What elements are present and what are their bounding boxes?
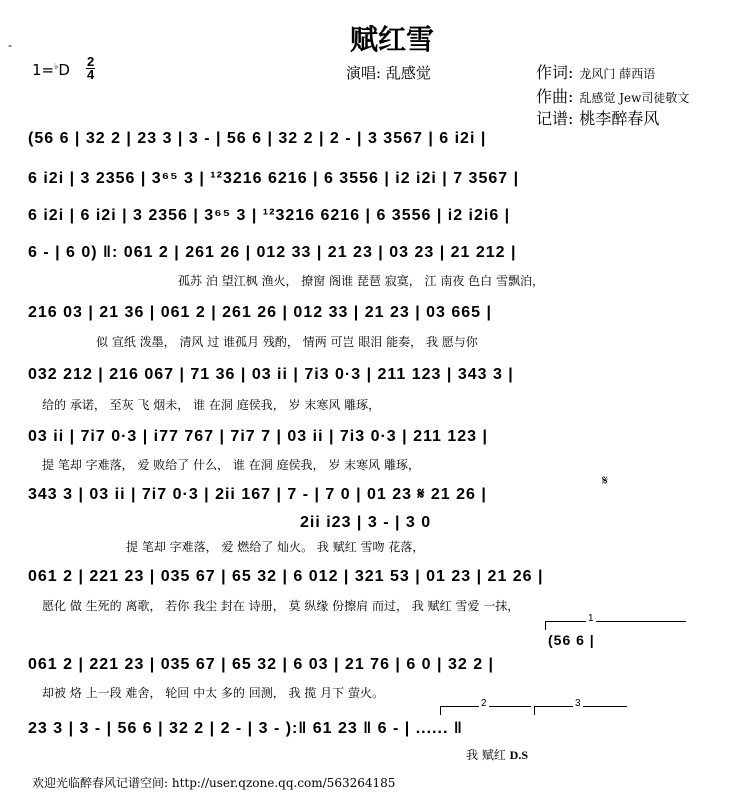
volta-1-notes: (56 6 | — [548, 632, 595, 648]
lyricist-label: 作词: — [536, 63, 574, 82]
score-row-7: 03 ii | 7i7 0·3 | i77 767 | 7i7 7 | 03 ii | 7i3 0·3 | 211 123 | — [28, 428, 488, 445]
segno-icon: 𝄋 — [602, 472, 609, 488]
lyrics-row-5: 似 宣纸 泼墨， 清风 过 谁孤月 残酌， 情两 可岂 眼泪 能奏， 我 愿与你 — [96, 335, 478, 349]
score-row-3: 6 i2i | 6 i2i | 3 2356 | 3⁶⁵ 3 | ¹²3216 6216 | 6 3556 | i2 i2i6 | — [28, 207, 511, 224]
score-row-11: 23 3 | 3 - | 56 6 | 32 2 | 2 - | 3 - ):‖ 61 23 ‖ 6 - | ...... ‖ — [28, 720, 463, 737]
time-signature — [86, 56, 95, 81]
harmony-row-8: 2ii i23 | 3 - | 3 0 — [300, 514, 432, 531]
time-sig-top: 2 — [87, 54, 95, 69]
lyrics-row-4: 孤苏 泊 望江枫 渔火， 撩窗 阁谁 琵琶 寂寞， 江 南夜 色白 雪飘泊， — [178, 274, 544, 288]
score-row-10: 061 2 | 221 23 | 035 67 | 65 32 | 6 03 | 21 76 | 6 0 | 32 2 | — [28, 656, 495, 673]
transcriber-name: 桃李醉春风 — [579, 109, 660, 128]
score-row-2: 6 i2i | 3 2356 | 3⁶⁵ 3 | ¹²3216 6216 | 6 3556 | i2 i2i | 7 3567 | — [28, 170, 520, 187]
lyrics-row-7: 提 笔却 字难落， 爱 败给了 什么， 谁 在洞 庭侯我， 岁 末寒风 雕琢， — [42, 458, 420, 472]
composer-credit — [536, 84, 689, 107]
lyricist-credit — [536, 60, 655, 83]
score-row-4: 6 - | 6 0) ‖: 061 2 | 261 26 | 012 33 | 21 23 | 03 23 | 21 212 | — [28, 244, 517, 261]
lyrics-row-11 — [466, 746, 528, 763]
lyrics-row-11-text: 我 赋红 — [466, 748, 506, 762]
lyricist-name: 龙风门 薛西语 — [579, 67, 656, 81]
score-row-9: 061 2 | 221 23 | 035 67 | 65 32 | 6 012 | 321 53 | 01 23 | 21 26 | — [28, 568, 544, 585]
volta-2-label: 2 — [481, 698, 487, 709]
singer-credit: 演唱: 乱感觉 — [346, 64, 431, 82]
key-signature — [32, 61, 70, 79]
volta-1-bracket — [545, 613, 686, 630]
footer-credit: 欢迎光临醉春风记谱空间: http://user.qzone.qq.com/563264185 — [32, 776, 396, 790]
transcriber-credit — [536, 106, 659, 129]
lyrics-row-9: 愿化 做 生死的 离歌， 若你 我尘 封在 诗册， 莫 纵缘 份擦肩 而过， 我 赋红 雪爱 一抹， — [42, 599, 520, 613]
composer-name: 乱感觉 Jew司徒敬文 — [579, 91, 690, 105]
score-row-8: 343 3 | 03 ii | 7i7 0·3 | 2ii 167 | 7 - | 7 0 | 01 23 𝄋 21 26 | — [28, 486, 487, 503]
key-label: 1= — [32, 61, 55, 79]
lyrics-row-10: 却被 烙 上一段 难舍， 轮回 中太 多的 回测， 我 揽 月下 萤火。 — [42, 686, 384, 700]
composer-label: 作曲: — [536, 87, 574, 106]
dal-segno-mark: D.S — [509, 748, 528, 762]
volta-1-label: 1 — [588, 613, 594, 624]
key-note: D — [58, 61, 70, 79]
volta-3-bracket — [534, 698, 627, 715]
volta-3-label: 3 — [575, 698, 581, 709]
volta-2-bracket — [440, 698, 531, 715]
transcriber-label: 记谱: — [536, 109, 574, 128]
time-sig-bottom: 4 — [87, 67, 95, 82]
score-row-1: (56 6 | 32 2 | 23 3 | 3 - | 56 6 | 32 2 | 2 - | 3 3567 | 6 i2i | — [28, 130, 487, 147]
lyrics-row-8: 提 笔却 字难落， 爱 燃给了 灿火。 我 赋红 雪吻 花落， — [126, 540, 425, 554]
corner-mark: - — [8, 38, 12, 52]
song-title: 赋红雪 — [350, 23, 435, 56]
flat-icon: ♭ — [54, 62, 59, 72]
score-row-5: 216 03 | 21 36 | 061 2 | 261 26 | 012 33 | 21 23 | 03 665 | — [28, 304, 492, 321]
score-row-6: 032 212 | 216 067 | 71 36 | 03 ii | 7i3 0·3 | 211 123 | 343 3 | — [28, 366, 514, 383]
lyrics-row-6: 给的 承诺， 至灰 飞 烟未， 谁 在洞 庭侯我， 岁 末寒风 雕琢， — [42, 398, 381, 412]
